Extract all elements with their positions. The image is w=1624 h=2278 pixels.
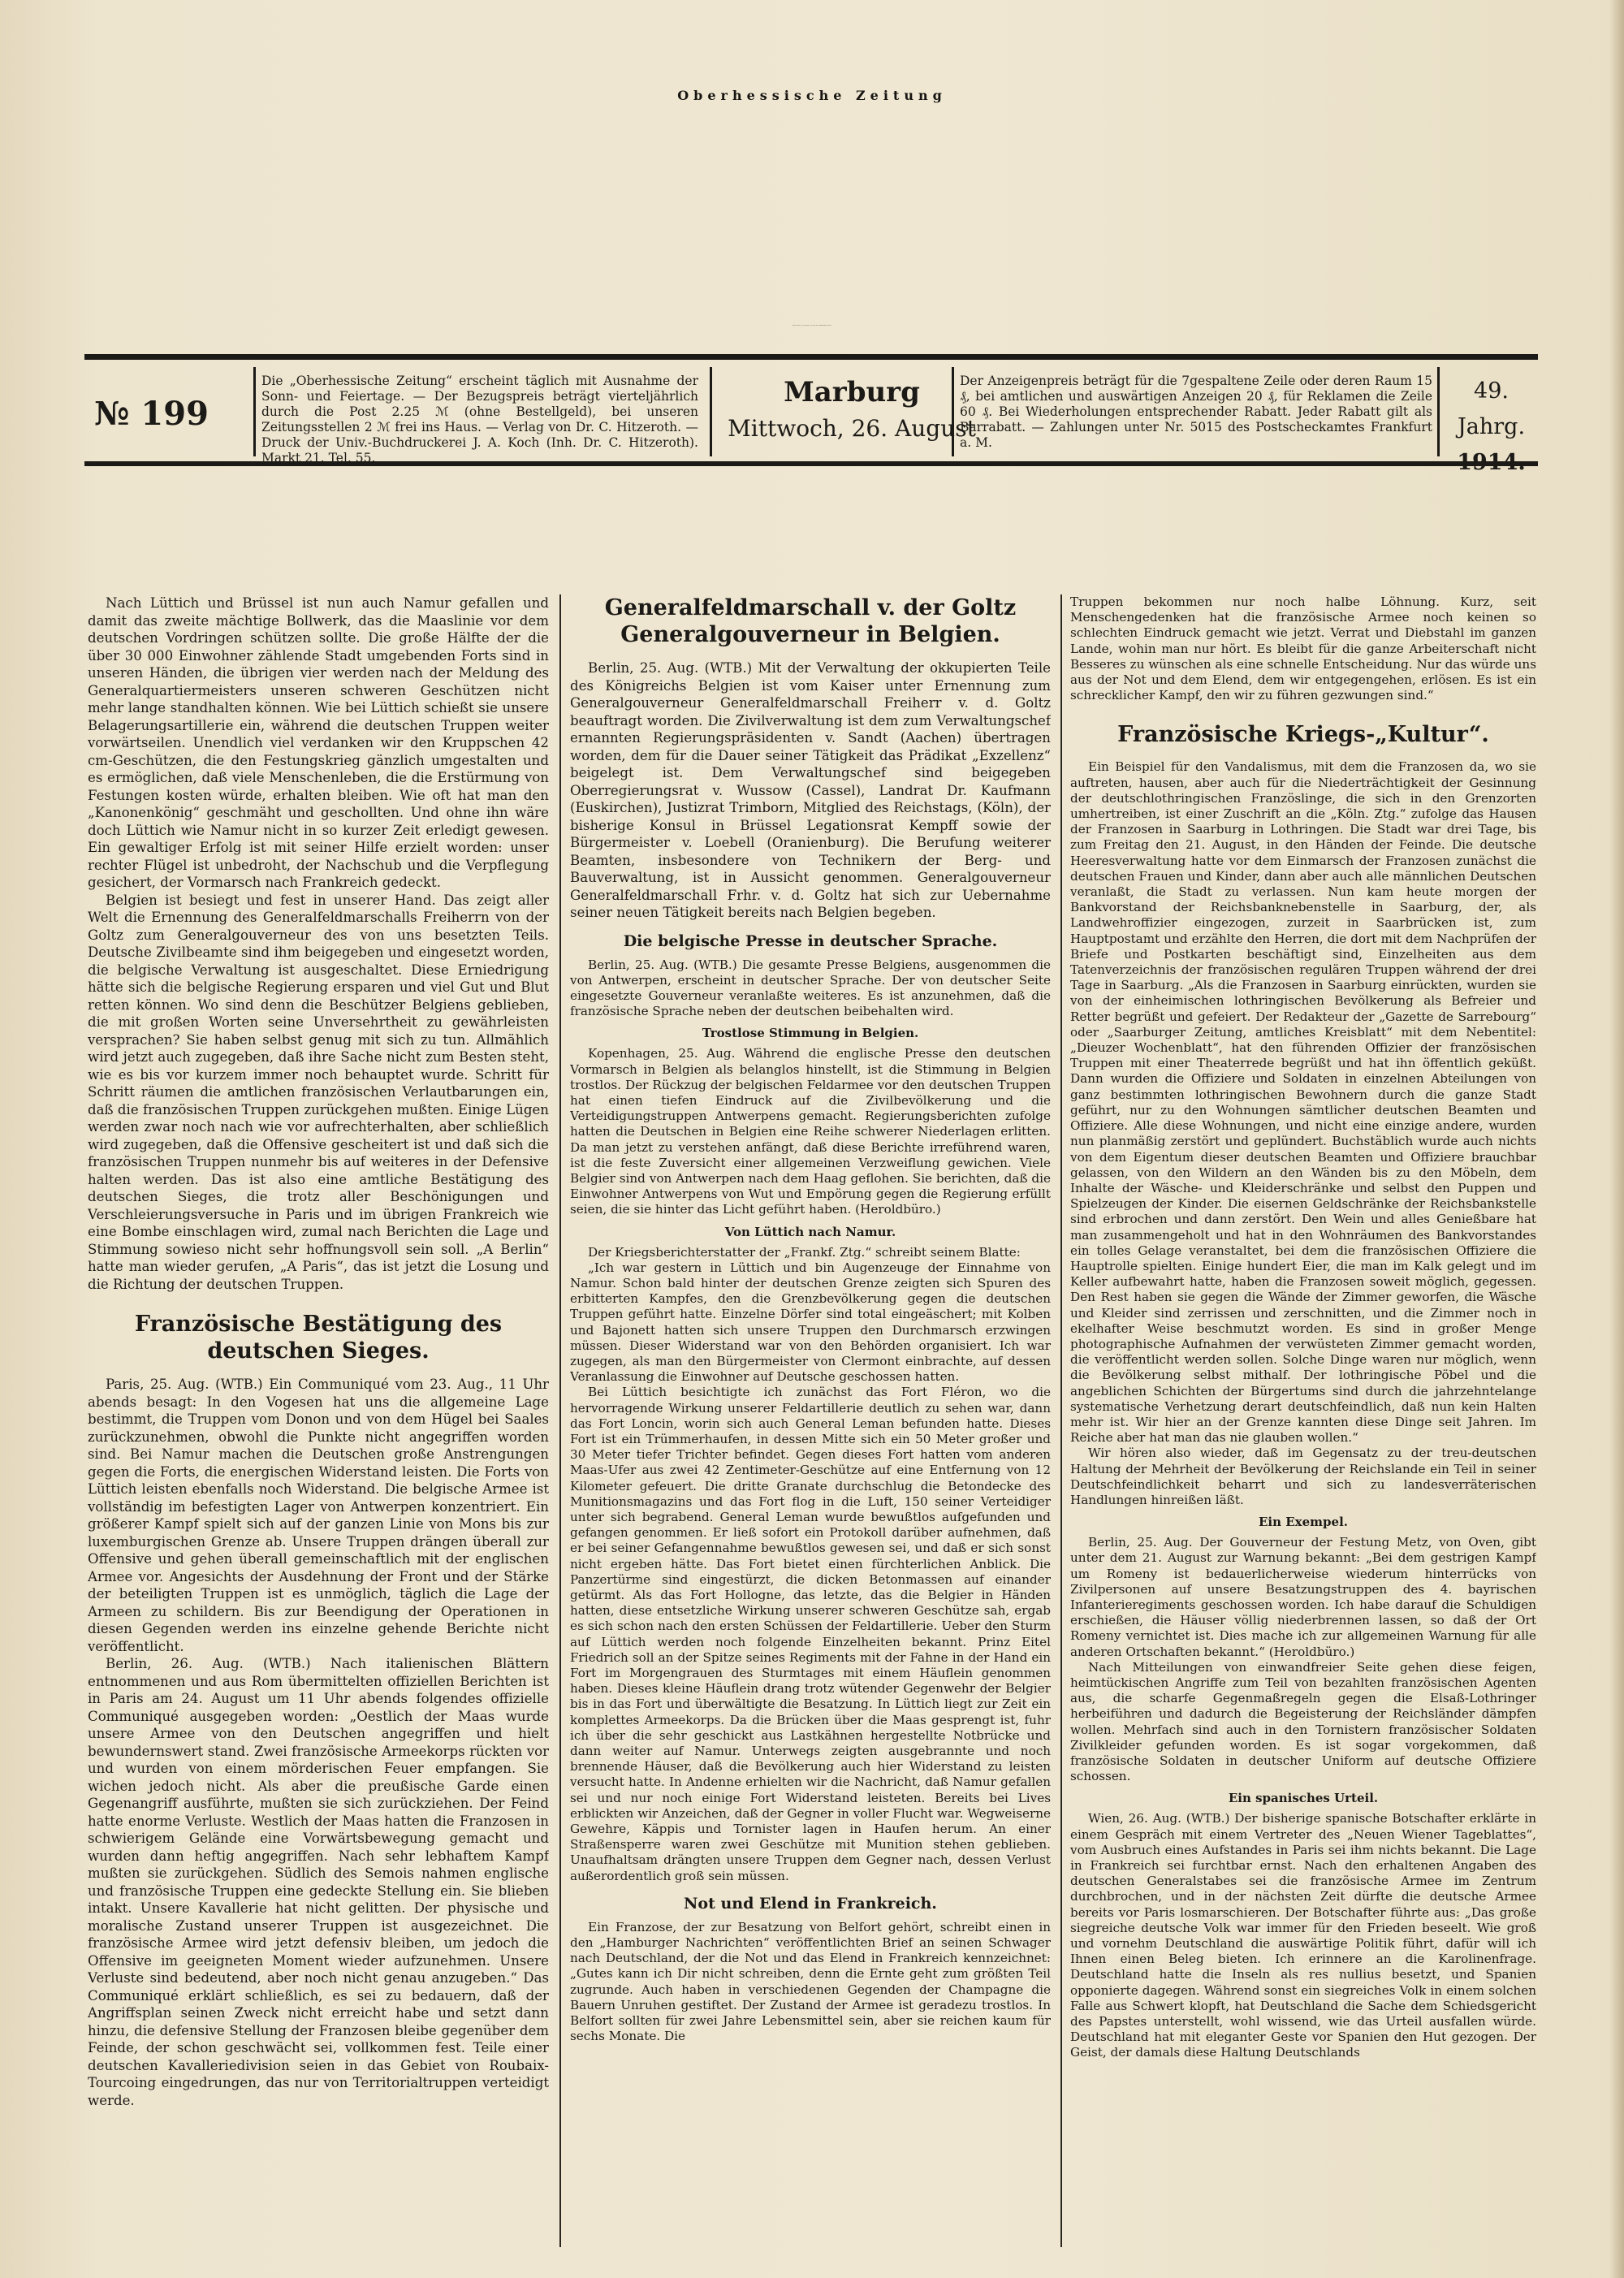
article-paragraph: Bei Lüttich besichtigte ich zunächst das Fort Fléron, wo die hervorragende Wirkung unserer Feldartillerie deutlich zu sehen war, dann das Fort Loncin, worin sich auch General Leman befunden hatte. Dieses Fort ist ein Trümmerhaufen, in dessen Mitte sich ein 50 Meter großer und 30 Meter tiefer Trichter befindet. Gegen dieses Fort hatten vom anderen Maas-Ufer aus zwei 42 Zentimeter-Geschütze auf eine Entfernung von 12 Kilometer gefeuert. Die dritte Granate durchschlug die Betondecke des Munitionsmagazins und das Fort flog in die Luft, 150 seiner Verteidiger unter sich begrabend. General Leman wurde bewußtlos aufgefunden und gefangen genommen. Er ließ sofort ein Protokoll darüber aufnehmen, daß er bei seiner Gefangennahme bewußtlos gewesen sei, und daß er sich sonst nicht ergeben hätte. Das Fort bietet einen fürchterlichen Anblick. Die Panzertürme sind eingestürzt, die dicken Betonmassen auf einander getürmt. Als das Fort Hollogne, das letzte, das die Belgier in Händen hatten, diese entsetzliche Wirkung unserer schweren Geschütze sah, ergab es sich schon nach den ersten Schüssen der Feldartillerie. Ueber den Sturm auf Lüttich werden noch folgende Einzelheiten bekannt. Prinz Eitel Friedrich soll an der Spitze seines Regiments mit der Fahne in der Hand ein Fort im Morgengrauen des Sturmtages mit einem Häuflein genommen haben. Dieses kleine Häuflein drang trotz wütender Gegenwehr der Belgier bis in das Fort und überwältigte die Besatzung. In Lüttich liegt zur Zeit ein komplettes Armeekorps. Da die Brücken über die Maas gesprengt ist, fuhr ich über die sehr geschickt aus Lastkähnen hergestellte Notbrücke und dann weiter auf Namur. Unterwegs zeigten ausgebrannte und noch brennende Häuser, daß die Bevölkerung auch hier Widerstand zu leisten versucht hatte. In Andenne erhielten wir die Nachricht, daß Namur gefallen sei und nur noch einige Fort Widerstand leisteten. Bereits bei Lives erblickten wir Anzeichen, daß der Gegner in voller Flucht war. Wegweiserne Gewehre, Käppis und Tornister lagen in Haufen herum. An einer Straßensperre waren zwei Geschütze mit Munition stehen geblieben. Unaufhaltsam drängten unsere Truppen dem Gegner nach, dessen Verlust außerordentlich groß sein müssen. xyxy=(570,1385,1051,1883)
masthead-rule-top xyxy=(84,354,1538,360)
issue-date: Mittwoch, 26. August xyxy=(728,415,976,442)
issue-number: № 199 xyxy=(94,395,209,433)
article-paragraph: Berlin, 25. Aug. Der Gouverneur der Festung Metz, von Oven, gibt unter dem 21. August zur Warnung bekannt: „Bei dem gestrigen Kampf um Romeny ist bedauerlicherweise wiederum hinterrücks von Zivilpersonen auf unsere Besatzungstruppen des 4. bayrischen Infanterieregiments geschossen worden. Ich habe darauf die Schuldigen erschießen, die Häuser völlig niederbrennen lassen, so daß der Ort Romeny vernichtet ist. Dies mache ich zur allgemeinen Warnung für alle anderen Ortschaften bekannt.“ (Heroldbüro.) xyxy=(1070,1535,1536,1659)
article-paragraph: Berlin, 25. Aug. (WTB.) Mit der Verwaltung der okkupierten Teile des Königreichs Belgien ist vom Kaiser unter Ernennung zum Generalgouverneur Generalfeldmarschall Freiherr v. d. Goltz beauftragt worden. Die Zivilverwaltung ist dem zum Verwaltungschef ernannten Regierungspräsidenten v. Sandt (Aachen) übertragen worden, dem für die Dauer seiner Tätigkeit das Prädikat „Exzellenz“ beigelegt ist. Dem Verwaltungschef sind beigegeben Oberregierungsrat v. Wussow (Cassel), Landrat Dr. Kaufmann (Euskirchen), Justizrat Trimborn, Mitglied des Reichstags, (Köln), der bisherige Konsul in Brüssel Legationsrat Kempff sowie der Bürgermeister v. Loebell (Oranienburg). Die Berufung weiterer Beamten, insbesondere von Technikern der Berg- und Bauverwaltung, ist in Aussicht genommen. Generalgouverneur Generalfeldmarschall Frhr. v. d. Goltz hat sich zur Uebernahme seiner neuen Tätigkeit bereits nach Belgien begeben. xyxy=(570,660,1051,920)
article-paragraph: Berlin, 26. Aug. (WTB.) Nach italienischen Blättern entnommenen und aus Rom übermittelten offiziellen Berichten ist in Paris am 24. August um 11 Uhr abends folgendes offizielle Communiqué ausgegeben worden: „Oestlich der Maas wurde unsere Armee von den Deutschen angegriffen und hielt bewundernswert stand. Zwei französische Armeekorps rückten vor und wurden von einem mörderischen Feuer empfangen. Sie wichen jedoch nicht. Als aber die preußische Garde einen Gegenangriff ausführte, mußten sie sich zurückziehen. Der Feind hatte enorme Verluste. Westlich der Maas hatten die Franzosen in schwierigem Gelände eine Vorwärtsbewegung gemacht und wurden dann heftig angegriffen. Nach sehr lebhaftem Kampf mußten sie zurückgehen. Südlich des Semois nahmen englische und französische Truppen eine gedeckte Stellung ein. Sie blieben intakt. Unsere Kavallerie hat nicht gelitten. Der physische und moralische Zustand unserer Truppen ist ausgezeichnet. Die französische Armee wird jetzt defensiv bleiben, um jedoch die Offensive im geeigneten Moment wieder aufzunehmen. Unsere Verluste sind bedeutend, aber noch nicht genau anzugeben.“ Das Communiqué erklärt schließlich, es sei zu bedauern, daß der Angriffsplan seinen Zweck nicht erreicht habe und setzt dann hinzu, die defensive Stellung der Franzosen bleibe gegenüber dem Feinde, der schon geschwächt sei, vollkommen fest. Teile einer deutschen Kavalleriedivision seien in das Gebiet von Roubaix-Tourcoing eingedrungen, das nur von Territorialtruppen verteidigt werde. xyxy=(88,1656,549,2108)
article-paragraph: Kopenhagen, 25. Aug. Während die englische Presse den deutschen Vormarsch in Belgien als belanglos hinstellt, ist die Stimmung in Belgien trostlos. Der Rückzug der belgischen Feldarmee vor den deutschen Truppen hat einen tiefen Eindruck auf die Zivilbevölkerung und die Verteidigungstruppen Antwerpens gemacht. Regierungsberichten zufolge hatten die Deutschen in Belgien eine Reihe schwerer Niederlagen erlitten. Da man jetzt zu verstehen anfängt, daß diese Berichte irreführend waren, ist die feste Zuversicht einer allgemeinen Verzweiflung gewichen. Viele Belgier sind von Antwerpen nach dem Haag geflohen. Sie berichten, daß die Einwohner Antwerpens von Wut und Empörung gegen die Regierung erfüllt seien, die sie hinter das Licht geführt haben. (Heroldbüro.) xyxy=(570,1046,1051,1217)
article-paragraph: Truppen bekommen nur noch halbe Löhnung. Kurz, seit Menschengedenken hat die französische Armee noch keinen so schlechten Eindruck gemacht wie jetzt. Verrat und Diebstahl im ganzen Lande, wohin man nur hört. Es bleibt für die ganze Arbeiterschaft nicht Besseres zu wünschen als eine schnelle Entscheidung. Nur das würde uns aus der Not und dem Elend, dem wir entgegengehen, erlösen. Es ist ein schrecklicher Kampf, den wir zu führen gezwungen sind.“ xyxy=(1070,594,1536,703)
article-paragraph: Ein Beispiel für den Vandalismus, mit dem die Franzosen da, wo sie auftreten, hausen, aber auch für die Niederträchtigkeit der Gesinnung der deutschlothringischen Französlinge, die sich in den Grenzorten umhertreiben, ist einer Zuschrift an die „Köln. Ztg.“ zufolge das Hausen der Franzosen in Saarburg in Lothringen. Die Stadt war drei Tage, bis zum Freitag den 21. August, in den Händen der Feinde. Die deutsche Heeresverwaltung hatte vor dem Einmarsch der Franzosen zunächst die deutschen Frauen und Kinder, dann aber auch alle männlichen Deutschen veranlaßt, die Stadt zu verlassen. Nun kam heute morgen der Bankvorstand der Reichsbanknebenstelle in Saarburg, der, als Landwehroffizier eingezogen, zurzeit in Saarbrücken ist, zum Hauptpostamt und erzählte den Herren, die dort mit dem Nachprüfen der Briefe und Postkarten beschäftigt sind, Einzelheiten aus dem Tatenverzeichnis der französischen regulären Truppen während der drei Tage in Saarburg. „Als die Franzosen in Saarburg einrückten, wurden sie von der einheimischen lothringischen Bevölkerung als Befreier und Retter begrüßt und gefeiert. Der Redakteur der „Gazette de Sarrebourg“ oder „Saarburger Zeitung, amtliches Kreisblatt“ mit dem Nebentitel: „Dieuzer Wochenblatt“, hat den führenden Offizier der französischen Truppen mit einer Theaterrede begrüßt und hat ihn öffentlich geküßt. Dann wurden die Offiziere und Soldaten in einzelnen Abteilungen von ganz bestimmten lothringischen Bewohnern durch die ganze Stadt geführt, nur zu den Wohnungen sämtlicher deutschen Beamten und Offiziere. Alle diese Wohnungen, und nicht eine einzige andere, wurden nun planmäßig zerstört und geplündert. Buchstäblich wurde auch nichts von dem Eigentum dieser deutschen Beamten und Offiziere brauchbar gelassen, von den Wildern an den Wänden bis zu den Möbeln, dem Inhalte der Wäsche- und Kleiderschränke und selbst den Puppen und Spielzeugen der Kinder. Die eisernen Geldschränke der Reichsbankstelle sind erbrochen und dann zerstört. Den Wein und alles Genießbare hat man zusammengeholt und hat in den Wohnräumen des Bankvorstandes ein tolles Gelage veranstaltet, bei dem die französischen Offiziere die Hauptrolle spielten. Einige hundert Eier, die man im Kalk gelegt und im Keller aufbewahrt hatte, haben die Franzosen soweit möglich, gegessen. Den Rest haben sie gegen die Wände der Zimmer geworfen, die Wäsche und Kleider sind zerrissen und zerschnitten, und die Zimmer noch in ekelhafter Weise beschmutzt worden. Es sind in großer Menge photographische Aufnahmen der verwüsteten Zimmer gemacht worden, die veröffentlicht werden sollen. Solche Dinge waren nur möglich, wenn die Bevölkerung selbst mithalf. Der lothringische Pöbel und die angeblichen Schichten der Bürgertums sind durch die jahrzehntelange systematische Verhetzung derart deutschfeindlich, daß nun kein Halten mehr ist. Wir hier an der Grenze kannten diese Dinge seit Jahren. Im Reiche aber hat man das nie glauben wollen.“ xyxy=(1070,759,1536,1446)
city-name: Marburg xyxy=(784,376,920,408)
article-paragraph: „Ich war gestern in Lüttich und bin Augenzeuge der Einnahme von Namur. Schon bald hinter der deutschen Grenze zeigten sich Spuren des erbitterten Kampfes, den die Grenzbevölkerung gegen die deutschen Truppen geführt hatte. Einzelne Dörfer sind total eingeäschert; mit Kolben und Bajonett hatten sich unsere Truppen den Durchmarsch erzwingen müssen. Dieser Widerstand war von den Behörden organisiert. Ich war zugegen, als man den Bürgermeister von Clermont einbrachte, auf dessen Veranlassung die Einwohner auf Deutsche geschossen hatten. xyxy=(570,1260,1051,1385)
column-rule xyxy=(559,594,561,2247)
volume-year: 1914. xyxy=(1457,450,1526,475)
article-heading-spanish: Ein spanisches Urteil. xyxy=(1228,1791,1379,1806)
article-heading-misery-france: Not und Elend in Frankreich. xyxy=(684,1894,937,1913)
article-heading-french-confirmation: Französische Bestätigung des deutschen Sieges. xyxy=(134,1312,503,1364)
column-3 xyxy=(1070,594,1536,2251)
article-paragraph: Paris, 25. Aug. (WTB.) Ein Communiqué vom 23. Aug., 11 Uhr abends besagt: In den Vogesen hat uns die allgemeine Lage bestimmt, die Truppen vom Donon und von dem Hügel bei Saales zurückzunehmen, obwohl die Punkte nicht angegriffen worden sind. Bei Namur machen die Deutschen große Anstrengungen gegen die Forts, die energischen Widerstand leisten. Die Forts von Lüttich leisten ebenfalls noch Widerstand. Die belgische Armee ist vollständig im befestigten Lager von Antwerpen konzentriert. Ein größerer Kampf spielt sich auf der ganzen Linie von Mons bis zur luxemburgischen Grenze ab. Unsere Truppen drängen überall zur Offensive und gehen überall gemeinschaftlich mit der englischen Armee vor. Angesichts der Ausdehnung der Front und der Stärke der beteiligten Truppen ist es unmöglich, täglich die Lage der Armeen zu schildern. Bis zur Beendigung der Operationen in diesen Gegenden werden ins einzelne gehende Berichte nicht veröffentlicht. xyxy=(88,1377,549,1654)
masthead-subtitle xyxy=(0,253,1624,302)
article-paragraph: Nach Mitteilungen von einwandfreier Seite gehen diese feigen, heimtückischen Angriffe zum Teil von bezahlten französischen Agenten aus, die scharfe Gegenmaßregeln gegen die Elsaß-Lothringer herbeiführen und dadurch die Begeisterung der Reichsländer dämpfen wollen. Mehrfach sind auch in den Tornistern französischer Soldaten Zivilkleider gefunden worden. Es ist sogar vorgekommen, daß französische Soldaten in deutscher Uniform auf deutsche Offiziere schossen. xyxy=(1070,1659,1536,1784)
volume-number: 49. Jahrg. xyxy=(1457,378,1526,439)
column-1 xyxy=(88,594,549,2251)
article-paragraph: Ein Franzose, der zur Besatzung von Belfort gehört, schreibt einen in den „Hamburger Nachrichten“ veröffentlichten Brief an seinen Schwager nach Deutschland, der die Not und das Elend in Frankreich kennzeichnet: „Gutes kann ich Dir nicht schreiben, denn die Ernte geht zum größten Teil zugrunde. Auch haben in verschiedenen Gegenden der Champagne die Bauern Unruhen gestiftet. Der Zustand der Armee ist geradezu trostlos. In Belfort sollten für zwei Jahre Lebensmittel sein, aber sie reichen kaum für sechs Monate. Die xyxy=(570,1919,1051,2044)
article-heading-belgian-press: Die belgische Presse in deutscher Sprache. xyxy=(623,932,998,950)
article-heading-liege-namur: Von Lüttich nach Namur. xyxy=(724,1224,896,1239)
article-paragraph: Der Kriegsberichterstatter der „Frankf. Ztg.“ schreibt seinem Blatte: xyxy=(588,1244,1021,1260)
column-rule xyxy=(1060,594,1062,2247)
column-2 xyxy=(570,594,1051,2251)
lead-paragraph: Nach Lüttich und Brüssel ist nun auch Namur gefallen und damit das zweite mächtige Bollwerk, das die Maaslinie vor dem deutschen Vordringen schützen sollte. Die große Hälfte der die über 30 000 Einwohner zählende Stadt umgebenden Forts sind in unseren Händen, die übrigen vier werden nach der Meldung des Generalquartiermeisters unseren schweren Geschützen nicht mehr lange standhalten können. Wie bei Lüttich schießt sie unsere Belagerungsartillerie ein, während die deutschen Truppen weiter vorwärtseilen. Unendlich viel verdanken wir den Kruppschen 42 cm-Geschützen, die den Festungskrieg gänzlich umgestalten und es ermöglichen, daß viele Menschenleben, die die Erstürmung von Festungen kosten würde, erhalten bleiben. Wie oft hat man den „Kanonenkönig“ geschmäht und geschollten. Und ohne ihn wäre doch Lüttich wie Namur nicht in so kurzer Zeit erledigt gewesen. Ein gewaltiger Erfolg ist mit seiner Hilfe erzielt worden: unser rechter Flügel ist unbedroht, der Nachschub und die Verpflegung gesichert, der Vormarsch nach Frankreich gedeckt. xyxy=(88,595,549,890)
article-heading-goltz: Generalfeldmarschall v. der Goltz Generalgouverneur in Belgien. xyxy=(604,595,1017,647)
volume-info xyxy=(1440,374,1542,481)
issue-info-bar xyxy=(84,364,1538,475)
article-paragraph: Wien, 26. Aug. (WTB.) Der bisherige spanische Botschafter erklärte in einem Gespräch mit einem Vertreter des „Neuen Wiener Tageblattes“, vom Ausbruch eines Aufstandes in Paris sei ihm nichts bekannt. Die Lage in Frankreich sei furchtbar ernst. Nach den erhaltenen Angaben des deutschen Generalstabes sei die französische Armee im Zentrum durchbrochen, und in der nächsten Zeit dürfte die deutsche Armee bereits vor Paris losmarschieren. Der Botschafter führte aus: „Das große siegreiche deutsche Volk war immer für den Frieden beseelt. Wie groß und vornehm Deutschland die auswärtige Politik führt, dafür will ich Ihnen einen Beleg bieten. Ich erinnere an die Karolinenfrage. Deutschland hatte die Inseln als res nullius besetzt, und Spanien opponierte dagegen. Während sonst ein siegreiches Volk in einem solchen Falle aus Schwert klopft, hat Deutschland die Sache dem Schiedsgericht des Papstes unterstellt, wohl wissend, wie das Urteil ausfallen würde. Deutschland hat mit eleganter Geste vor Spanien den Hut gezogen. Der Geist, der damals diese Haltung Deutschlands xyxy=(1070,1811,1536,2060)
advertising-notice: Der Anzeigenpreis beträgt für die 7gespaltene Zeile oder deren Raum 15 ₰, bei amtlichen und auswärtigen Anzeigen 20 ₰, für Reklamen die Zeile 60 ₰. Bei Wiederholungen entsprechender Rabatt. Jeder Rabatt gilt als Barrabatt. — Zahlungen unter Nr. 5015 des Postscheckamtes Frankfurt a. M. xyxy=(960,374,1432,450)
article-heading-kultur: Französische Kriegs-„Kultur“. xyxy=(1117,722,1489,748)
article-paragraph: Wir hören also wieder, daß im Gegensatz zu der treu-deutschen Haltung der Mehrheit der Bevölkerung der Reichslande ein Teil in seiner Deutschfeindlichkeit beharrt und sich zu landesverräterischen Handlungen hinreißen läßt. xyxy=(1070,1446,1536,1507)
article-heading-mood: Trostlose Stimmung in Belgien. xyxy=(702,1026,919,1041)
main-headline xyxy=(0,484,1624,590)
lead-paragraph-2: Belgien ist besiegt und fest in unserer Hand. Das zeigt aller Welt die Ernennung des Generalfeldmarschalls Freiherrn von der Goltz zum Generalgouverneur des von uns besetzten Teils. Deutsche Zivilbeamte sind ihm beigegeben und eingesetzt worden, die belgische Verwaltung ist ausgeschaltet. Diese Erniedrigung hätte sich die belgische Regierung ersparen und viel Gut und Blut retten können. Wo sind denn die Beschützer Belgiens geblieben, die mit großen Worten seine Unversehrtheit zu gewährleisten versprachen? Sie haben selbst genug mit sich zu tun. Allmählich wird jetzt auch zugegeben, daß ihre Sache nicht zum Besten steht, wie es bis vor kurzem immer noch behauptet wurde. Schritt für Schritt räumen die amtlichen französischen Verlautbarungen ein, daß die französischen Truppen zurückgehen mußten. Einige Lügen werden zwar noch nach wie vor aufrechterhalten, aber schließlich wird zugegeben, daß die Offensive gescheitert ist und daß sich die französischen Truppen nunmehr bis auf weiteres in der Defensive halten werden. Das ist also eine amtliche Bestätigung des deutschen Sieges, die trotz aller Beschönigungen und Verschleierungsversuche in Paris und im übrigen Frankreich wie eine Bombe einschlagen wird, zumal nach Berichten die Lage und Stimmung sowieso nicht sehr hoffnungsvoll sein soll. „A Berlin“ hatte man wieder gerufen, „A Paris“, das ist jetzt die Losung und die Richtung der deutschen Truppen. xyxy=(88,892,549,1292)
dateline xyxy=(710,374,994,447)
article-heading-exempel: Ein Exempel. xyxy=(1258,1515,1348,1530)
masthead-title: Oberhessische Zeitung xyxy=(677,88,947,103)
article-paragraph: Berlin, 25. Aug. (WTB.) Die gesamte Presse Belgiens, ausgenommen die von Antwerpen, erscheint in deutscher Sprache. Der von deutscher Seite eingesetzte Gouverneur veranlaßte weiteres. Es ist anzunehmen, daß die französische Sprache neben der deutschen beibehalten wird. xyxy=(570,957,1051,1019)
subscription-notice: Die „Oberhessische Zeitung“ erscheint täglich mit Ausnahme der Sonn- und Feiertage. — Der Bezugspreis beträgt vierteljährlich durch die Post 2.25 ℳ (ohne Bestellgeld), bei unseren Zeitungsstellen 2 ℳ frei ins Haus. — Verlag von Dr. C. Hitzeroth. — Druck der Univ.-Buchdruckerei J. A. Koch (Inh. Dr. C. Hitzeroth). Markt 21. Tel. 55. xyxy=(261,374,698,465)
